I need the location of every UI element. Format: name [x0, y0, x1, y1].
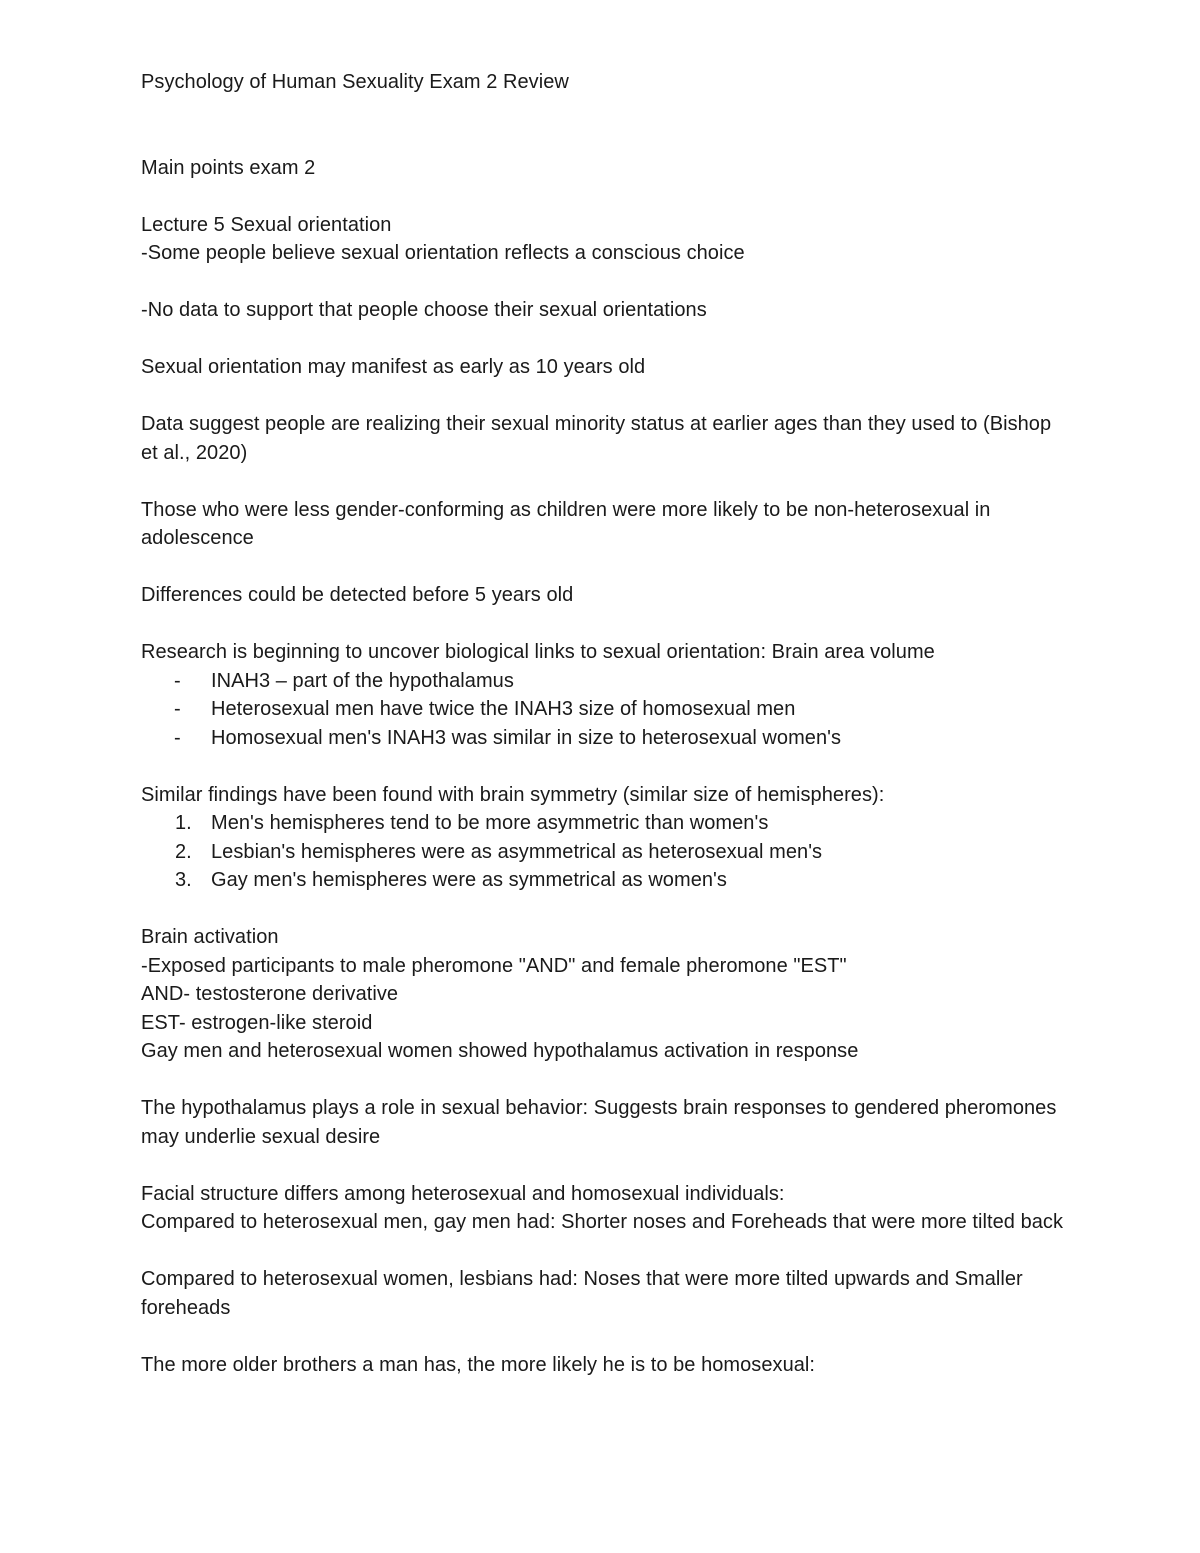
spacer	[141, 382, 1071, 411]
paragraph-conscious-choice: -Some people believe sexual orientation reflects a conscious choice	[141, 242, 745, 264]
list-item-text: Lesbian's hemispheres were as asymmetrical as heterosexual men's	[211, 840, 823, 863]
list-item	[141, 667, 1071, 696]
list-item	[141, 866, 1071, 895]
list-item-text: Men's hemispheres tend to be more asymmetric than women's	[211, 812, 769, 834]
paragraph-lesbian-comparison: Compared to heterosexual women, lesbians had: Noses that were more tilted upwards and Smaller foreheads	[141, 1268, 1023, 1319]
spacer	[141, 268, 1071, 297]
spacer	[141, 1066, 1071, 1095]
numbered-list	[141, 809, 1071, 895]
spacer	[141, 1322, 1071, 1351]
brain-activation-heading: Brain activation	[141, 926, 279, 948]
brain-activation-line: Gay men and heterosexual women showed hypothalamus activation in response	[141, 1040, 859, 1062]
spacer	[141, 325, 1071, 354]
list-item	[141, 695, 1071, 724]
list-item-text: Heterosexual men have twice the INAH3 size of homosexual men	[211, 698, 796, 720]
dash-marker: -	[174, 698, 181, 720]
brain-activation-line: EST- estrogen-like steroid	[141, 1011, 373, 1034]
spacer	[141, 553, 1071, 582]
document-subtitle: Main points exam 2	[141, 156, 316, 179]
spacer	[141, 182, 1071, 211]
list-item-text: INAH3 – part of the hypothalamus	[211, 669, 514, 692]
paragraph-differences-detected: Differences could be detected before 5 years old	[141, 584, 574, 606]
document-page	[141, 68, 1071, 1379]
dash-marker: -	[174, 669, 181, 692]
bullet-list	[141, 667, 1071, 753]
lecture-heading: Lecture 5 Sexual orientation	[141, 213, 392, 236]
spacer	[141, 1237, 1071, 1266]
document-title: Psychology of Human Sexuality Exam 2 Review	[141, 71, 569, 93]
brain-activation-line: -Exposed participants to male pheromone "AND" and female pheromone "EST"	[141, 954, 847, 977]
paragraph-older-brothers: The more older brothers a man has, the more likely he is to be homosexual:	[141, 1353, 816, 1376]
spacer	[141, 97, 1071, 126]
brain-activation-line: AND- testosterone derivative	[141, 983, 399, 1005]
paragraph-gay-men-comparison: Compared to heterosexual men, gay men had: Shorter noses and Foreheads that were more tilted back	[141, 1211, 1064, 1233]
spacer	[141, 1151, 1071, 1180]
paragraph-no-data: -No data to support that people choose their sexual orientations	[141, 299, 707, 321]
paragraph-early-manifest: Sexual orientation may manifest as early as 10 years old	[141, 356, 646, 378]
number-marker: 1.	[175, 812, 192, 834]
paragraph-earlier-ages: Data suggest people are realizing their sexual minority status at earlier ages than they used to (Bishop et al., 2020)	[141, 413, 1052, 464]
number-marker: 3.	[175, 869, 192, 891]
number-marker: 2.	[175, 840, 192, 863]
paragraph-facial-structure: Facial structure differs among heterosexual and homosexual individuals:	[141, 1182, 785, 1205]
paragraph-gender-conforming: Those who were less gender-conforming as children were more likely to be non-heterosexual in adolescence	[141, 498, 991, 549]
list-item	[141, 838, 1071, 867]
spacer	[141, 610, 1071, 639]
paragraph-brain-symmetry: Similar findings have been found with brain symmetry (similar size of hemispheres):	[141, 783, 885, 806]
list-item-text: Gay men's hemispheres were as symmetrical as women's	[211, 869, 727, 891]
paragraph-biological-links: Research is beginning to uncover biological links to sexual orientation: Brain area volume	[141, 641, 935, 663]
dash-marker: -	[174, 726, 181, 749]
spacer	[141, 752, 1071, 781]
list-item-text: Homosexual men's INAH3 was similar in size to heterosexual women's	[211, 726, 842, 749]
spacer	[141, 467, 1071, 496]
list-item	[141, 809, 1071, 838]
paragraph-hypothalamus-role: The hypothalamus plays a role in sexual behavior: Suggests brain responses to gendered pheromones may underlie sexual desire	[141, 1097, 1057, 1148]
spacer	[141, 895, 1071, 924]
list-item	[141, 724, 1071, 753]
spacer	[141, 125, 1071, 154]
